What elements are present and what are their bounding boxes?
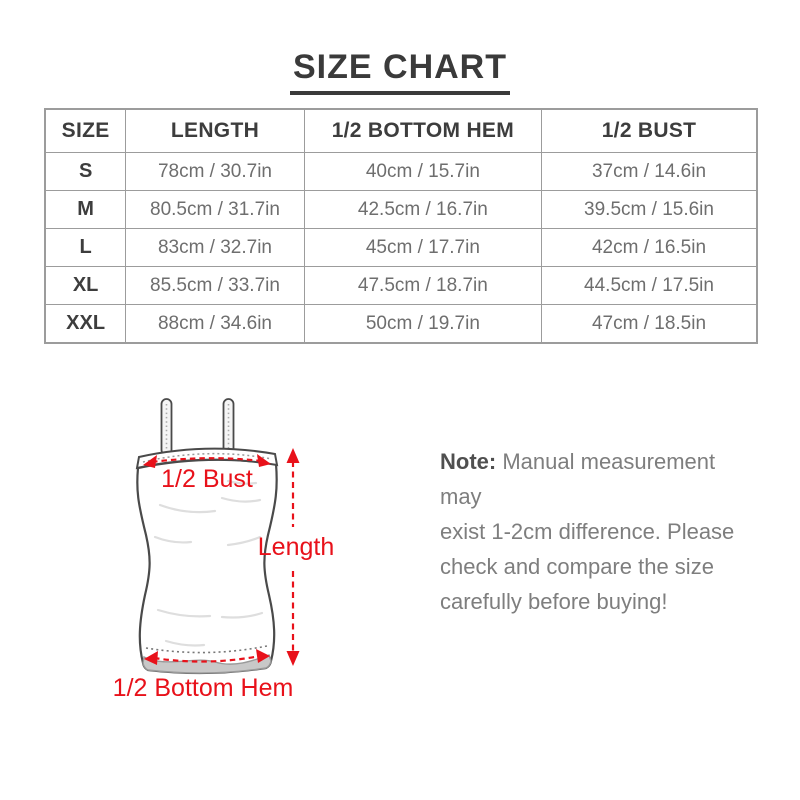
- bottom-hem-l: 45cm / 17.7in: [304, 229, 541, 267]
- size-xxl: XXL: [45, 305, 126, 344]
- table-header-row: [45, 109, 757, 153]
- bottom-hem-label: 1/2 Bottom Hem: [112, 674, 294, 702]
- note-line: exist 1-2cm difference. Please: [440, 519, 735, 544]
- size-s: S: [45, 153, 126, 191]
- header-bottom-hem: 1/2 BOTTOM HEM: [304, 109, 541, 153]
- table-row: [45, 191, 757, 229]
- length-s: 78cm / 30.7in: [126, 153, 304, 191]
- dress-measurement-diagram: [100, 385, 350, 710]
- length-label: Length: [257, 533, 335, 561]
- dress-illustration: [100, 385, 350, 710]
- note-line: Manual measurement may: [440, 449, 716, 509]
- length-xl: 85.5cm / 33.7in: [126, 267, 304, 305]
- length-l: 83cm / 32.7in: [126, 229, 304, 267]
- bust-xxl: 47cm / 18.5in: [542, 305, 757, 344]
- bust-xl: 44.5cm / 17.5in: [542, 267, 757, 305]
- bottom-hem-xxl: 50cm / 19.7in: [304, 305, 541, 344]
- header-size: SIZE: [45, 109, 126, 153]
- table-row: [45, 305, 757, 344]
- size-xl: XL: [45, 267, 126, 305]
- size-m: M: [45, 191, 126, 229]
- size-l: L: [45, 229, 126, 267]
- table-row: [45, 153, 757, 191]
- size-chart-table: [44, 108, 758, 344]
- bust-label: 1/2 Bust: [161, 465, 253, 493]
- header-bust: 1/2 BUST: [542, 109, 757, 153]
- bottom-hem-s: 40cm / 15.7in: [304, 153, 541, 191]
- header-length: LENGTH: [126, 109, 304, 153]
- page-title: SIZE CHART: [290, 48, 510, 95]
- table-row: [45, 229, 757, 267]
- bottom-hem-xl: 47.5cm / 18.7in: [304, 267, 541, 305]
- bust-l: 42cm / 16.5in: [542, 229, 757, 267]
- bust-s: 37cm / 14.6in: [542, 153, 757, 191]
- note-text: [440, 444, 760, 619]
- length-xxl: 88cm / 34.6in: [126, 305, 304, 344]
- bottom-hem-m: 42.5cm / 16.7in: [304, 191, 541, 229]
- note-label: Note:: [440, 449, 497, 474]
- bust-m: 39.5cm / 15.6in: [542, 191, 757, 229]
- dress-straps: [162, 399, 234, 455]
- table-row: [45, 267, 757, 305]
- note-line: carefully before buying!: [440, 589, 668, 614]
- note-line: check and compare the size: [440, 554, 714, 579]
- length-m: 80.5cm / 31.7in: [126, 191, 304, 229]
